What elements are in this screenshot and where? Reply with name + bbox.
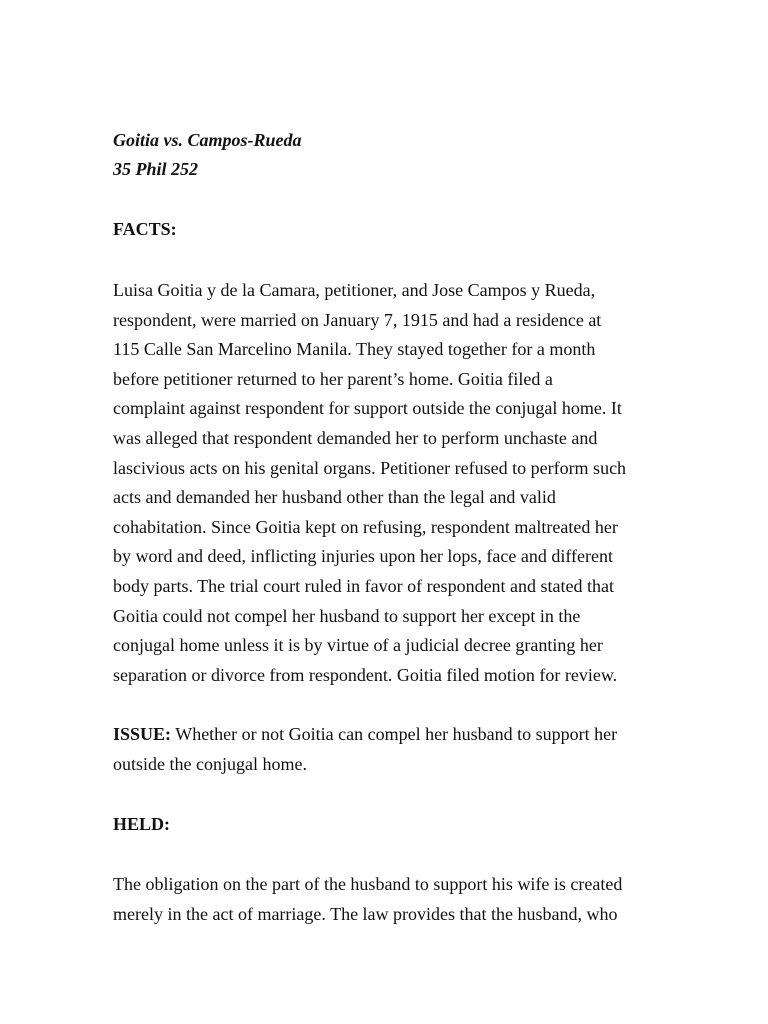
facts-line: 115 Calle San Marcelino Manila. They stayed together for a month <box>113 339 596 360</box>
facts-line: body parts. The trial court ruled in favor of respondent and stated that <box>113 575 615 596</box>
facts-line: lascivious acts on his genital organs. Petitioner refused to perform such <box>113 457 627 478</box>
facts-line: acts and demanded her husband other than the legal and valid <box>113 487 556 508</box>
issue-paragraph <box>113 720 673 779</box>
facts-paragraph <box>113 276 673 690</box>
held-line: merely in the act of marriage. The law provides that the husband, who <box>113 903 618 924</box>
facts-line: separation or divorce from respondent. Goitia filed motion for review. <box>113 664 618 685</box>
facts-line: by word and deed, inflicting injuries upon her lops, face and different <box>113 546 614 567</box>
facts-line: conjugal home unless it is by virtue of a judicial decree granting her <box>113 635 603 656</box>
case-header <box>113 126 673 184</box>
issue-label: ISSUE: <box>113 724 172 744</box>
facts-line: cohabitation. Since Goitia kept on refusing, respondent maltreated her <box>113 516 618 537</box>
facts-line: Luisa Goitia y de la Camara, petitioner, and Jose Campos y Rueda, <box>113 280 596 300</box>
case-title: Goitia vs. Campos-Rueda <box>113 130 302 150</box>
facts-heading: FACTS: <box>113 219 177 239</box>
facts-line: was alleged that respondent demanded her to perform unchaste and <box>113 427 598 448</box>
case-citation: 35 Phil 252 <box>113 159 199 179</box>
issue-line <box>113 720 673 750</box>
facts-line: Goitia could not compel her husband to support her except in the <box>113 605 581 626</box>
held-line: The obligation on the part of the husband to support his wife is created <box>113 874 623 894</box>
issue-line: outside the conjugal home. <box>113 753 307 774</box>
issue-text: Whether or not Goitia can compel her husband to support her <box>171 724 618 744</box>
facts-line: before petitioner returned to her parent’s home. Goitia filed a <box>113 368 553 389</box>
held-heading: HELD: <box>113 814 171 834</box>
held-paragraph <box>113 870 673 929</box>
facts-line: respondent, were married on January 7, 1915 and had a residence at <box>113 309 602 330</box>
facts-line: complaint against respondent for support outside the conjugal home. It <box>113 398 622 419</box>
